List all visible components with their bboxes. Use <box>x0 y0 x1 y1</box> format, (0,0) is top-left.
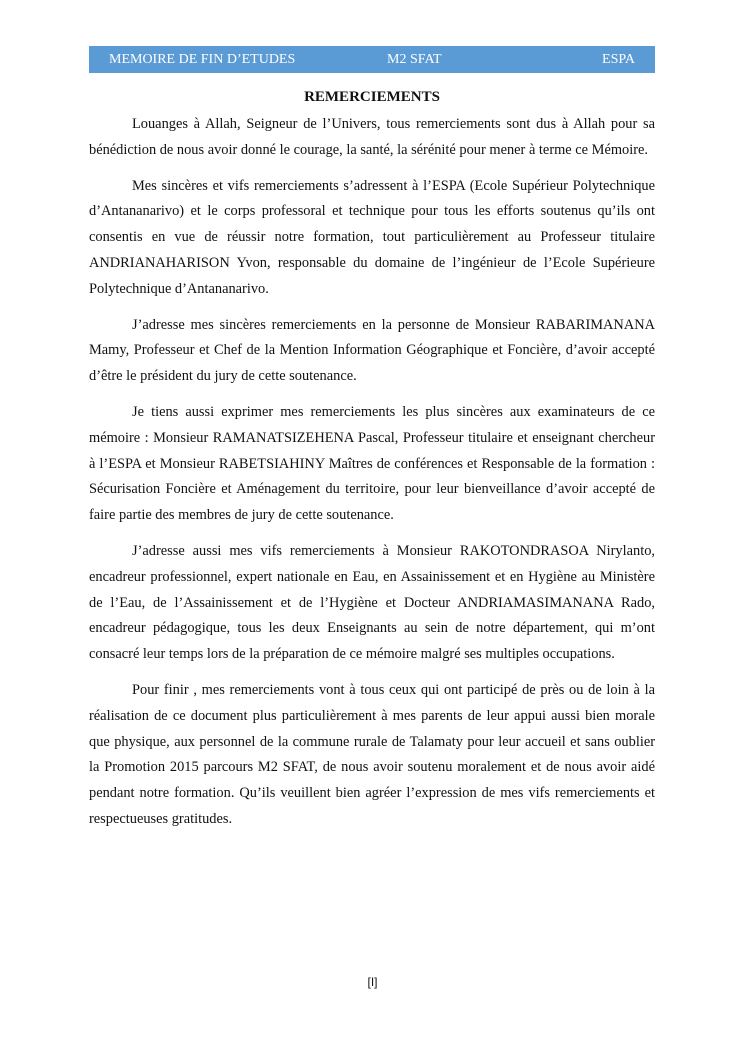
page-number: [I] <box>367 975 378 989</box>
header-school: ESPA <box>602 52 635 67</box>
page-header <box>89 46 655 73</box>
paragraph-4: Je tiens aussi exprimer mes remerciements les plus sincères aux examinateurs de ce mémoire : Monsieur RAMANATSIZEHENA Pascal, Professeur titulaire et enseignant chercheur à l’ESPA et Monsieur RABETSIAHINY Maîtres de conférences et Responsable de la formation : Sécurisation Foncière et Aménagement du territoire, pour leur bienveillance d’avoir accepté de faire partie des membres de jury de cette soutenance. <box>89 403 655 524</box>
acknowledgements-body <box>89 112 655 833</box>
page-title: REMERCIEMENTS <box>304 89 440 105</box>
paragraph-2: Mes sincères et vifs remerciements s’adressent à l’ESPA (Ecole Supérieur Polytechnique d’Antananarivo) et le corps professoral et technique pour tous les efforts soutenus qu’ils ont consentis en vue de réussir notre formation, tout particulièrement au Professeur titulaire ANDRIANAHARISON Yvon, responsable du domaine de l’ingénieur de l’Ecole Supérieure Polytechnique d’Antananarivo. <box>89 177 655 297</box>
paragraph-3: J’adresse mes sincères remerciements en la personne de Monsieur RABARIMANANA Mamy, Professeur et Chef de la Mention Information Géographique et Foncière, d’avoir accepté d’être le président du jury de cette soutenance. <box>89 316 655 385</box>
header-program: M2 SFAT <box>387 52 442 67</box>
paragraph-1: Louanges à Allah, Seigneur de l’Univers, tous remerciements sont dus à Allah pour sa bénédiction de nous avoir donné le courage, la santé, la sérénité pour mener à terme ce Mémoire. <box>89 116 655 158</box>
paragraph-6: Pour finir , mes remerciements vont à tous ceux qui ont participé de près ou de loin à la réalisation de ce document plus particulièrement à mes parents de leur appui aussi bien morale que physique, aux personnel de la commune rurale de Talamaty pour leur accueil et sans oublier la Promotion 2015 parcours M2 SFAT, de nous avoir soutenu moralement et de nous avoir aidé pendant notre formation. Qu’ils veuillent bien agréer l’expression de mes vifs remerciements et respectueuses gratitudes. <box>89 681 655 827</box>
paragraph-5: J’adresse aussi mes vifs remerciements à Monsieur RAKOTONDRASOA Nirylanto, encadreur professionnel, expert nationale en Eau, en Assainissement et en Hygiène au Ministère de l’Eau, de l’Assainissement et de l’Hygiène et Docteur ANDRIAMASIMANANA Rado, encadreur pédagogique, tous les deux Enseignants au sein de notre département, qui m’ont consacré leur temps lors de la préparation de ce mémoire malgré ses multiples occupations. <box>89 542 655 663</box>
header-document-type: MEMOIRE DE FIN D’ETUDES <box>109 52 296 67</box>
